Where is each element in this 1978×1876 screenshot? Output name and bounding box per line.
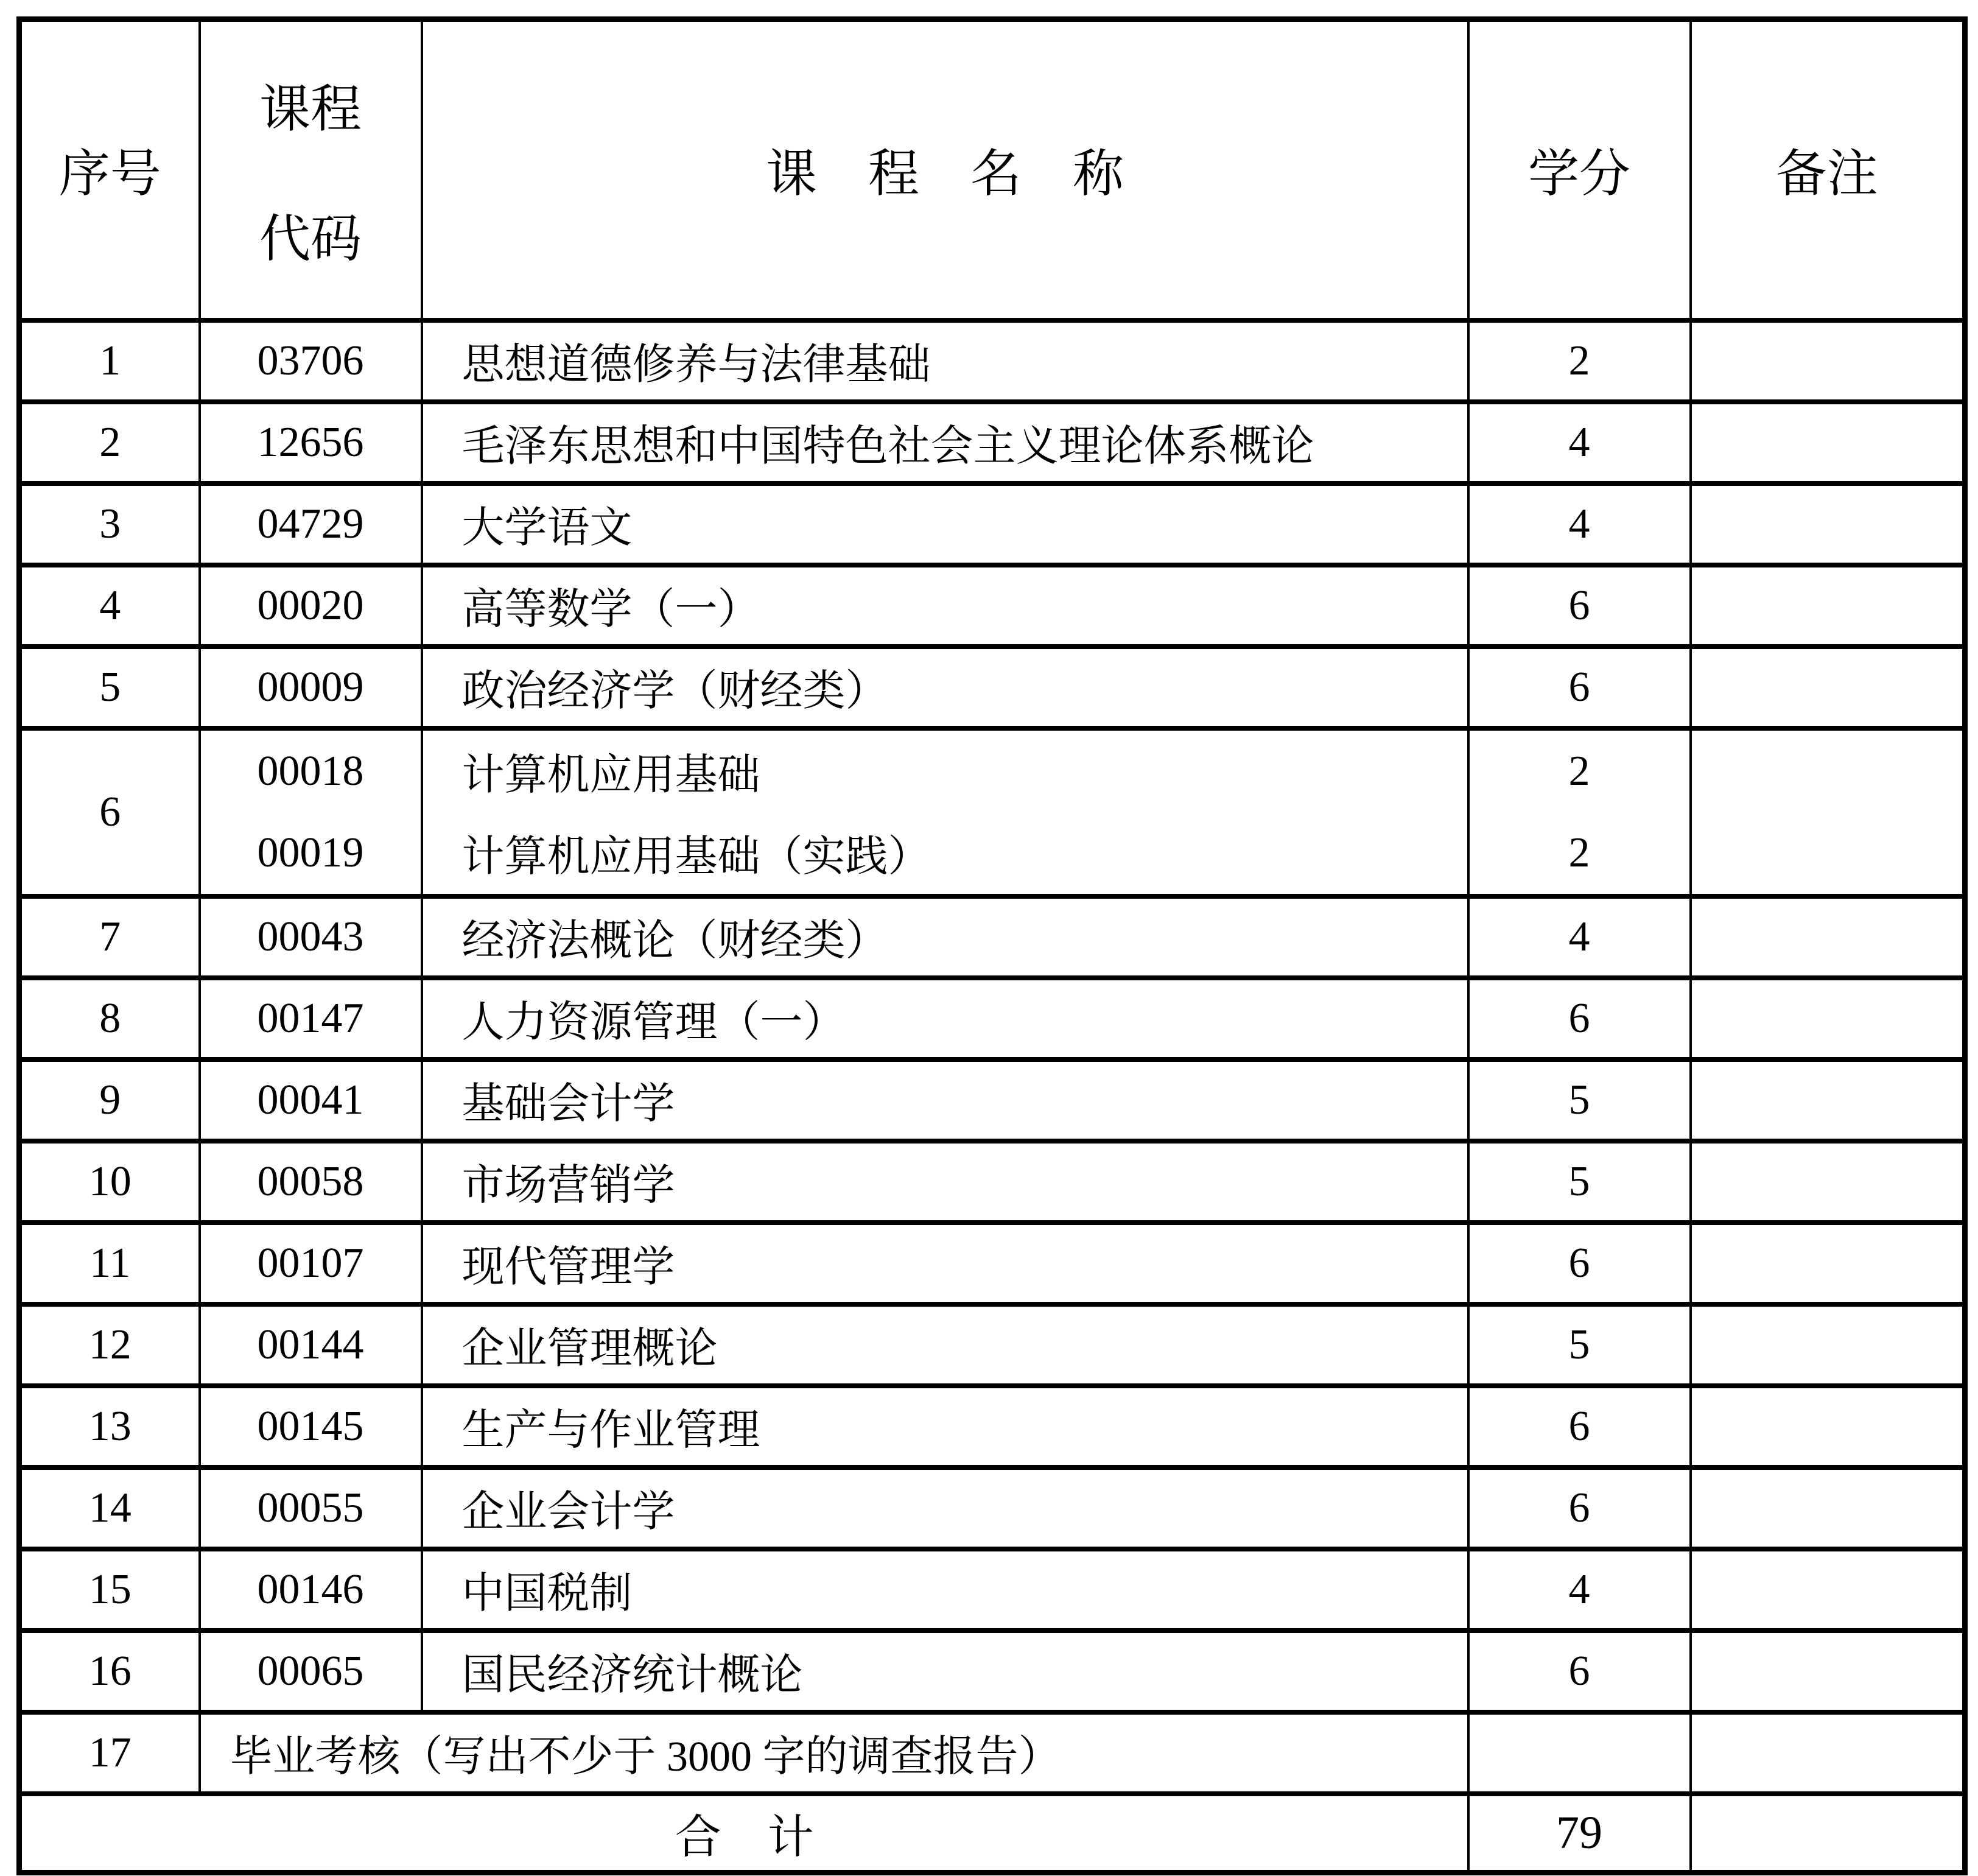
course-code-cell: 00043 <box>200 896 422 978</box>
serial-cell: 1 <box>19 320 200 402</box>
remark-cell <box>1691 1059 1965 1141</box>
course-name-cell: 国民经济统计概论 <box>422 1631 1468 1712</box>
course-row <box>19 1549 1965 1631</box>
total-remark-cell <box>1691 1794 1965 1873</box>
course-code-line: 00019 <box>257 829 364 876</box>
serial-cell: 11 <box>19 1223 200 1304</box>
credits-cell: 6 <box>1468 978 1691 1059</box>
course-name-cell: 经济法概论（财经类） <box>422 896 1468 978</box>
remark-cell <box>1691 1467 1965 1549</box>
serial-cell: 15 <box>19 1549 200 1631</box>
serial-cell: 16 <box>19 1631 200 1712</box>
total-row <box>19 1794 1965 1873</box>
course-row <box>19 1223 1965 1304</box>
course-row <box>19 402 1965 483</box>
course-name-cell: 企业会计学 <box>422 1467 1468 1549</box>
remark-cell <box>1691 320 1965 402</box>
course-name-cell: 大学语文 <box>422 483 1468 565</box>
course-name-cell <box>422 728 1468 896</box>
course-name-cell: 基础会计学 <box>422 1059 1468 1141</box>
course-code-cell: 03706 <box>200 320 422 402</box>
credits-cell: 4 <box>1468 402 1691 483</box>
merged-course-cell: 毕业考核（写出不少于 3000 字的调查报告） <box>200 1712 1468 1794</box>
credits-cell: 6 <box>1468 1467 1691 1549</box>
course-row <box>19 1304 1965 1386</box>
credits-cell: 6 <box>1468 1631 1691 1712</box>
credits-line: 2 <box>1568 747 1590 795</box>
course-row <box>19 728 1965 896</box>
credits-cell: 6 <box>1468 1223 1691 1304</box>
course-name-cell: 思想道德修养与法律基础 <box>422 320 1468 402</box>
header-serial: 序号 <box>19 19 200 320</box>
serial-cell: 12 <box>19 1304 200 1386</box>
credits-cell: 4 <box>1468 896 1691 978</box>
course-name-line: 计算机应用基础（实践） <box>461 834 931 880</box>
course-code-cell: 04729 <box>200 483 422 565</box>
course-code-cell <box>200 728 422 896</box>
credits-cell: 2 <box>1468 320 1691 402</box>
course-row <box>19 1059 1965 1141</box>
credits-line: 2 <box>1568 829 1590 876</box>
course-plan-table <box>16 16 1968 1875</box>
course-code-line: 00018 <box>257 747 364 795</box>
course-name-cell: 现代管理学 <box>422 1223 1468 1304</box>
course-code-cell: 00065 <box>200 1631 422 1712</box>
header-row <box>19 19 1965 320</box>
course-code-cell: 00041 <box>200 1059 422 1141</box>
course-code-cell: 00107 <box>200 1223 422 1304</box>
total-credits-cell: 79 <box>1468 1794 1691 1873</box>
credits-cell: 5 <box>1468 1304 1691 1386</box>
header-course-code-lines <box>201 68 421 272</box>
credits-cell: 4 <box>1468 1549 1691 1631</box>
course-row <box>19 1712 1965 1794</box>
course-row <box>19 896 1965 978</box>
course-code-cell: 00020 <box>200 565 422 647</box>
credits-cell: 5 <box>1468 1059 1691 1141</box>
course-name-cell: 中国税制 <box>422 1549 1468 1631</box>
serial-cell: 9 <box>19 1059 200 1141</box>
serial-cell: 14 <box>19 1467 200 1549</box>
course-code-cell: 00146 <box>200 1549 422 1631</box>
course-row <box>19 1631 1965 1712</box>
remark-cell <box>1691 647 1965 728</box>
course-row <box>19 647 1965 728</box>
remark-cell <box>1691 1304 1965 1386</box>
course-code-cell: 00145 <box>200 1386 422 1467</box>
course-code-cell: 00009 <box>200 647 422 728</box>
course-code-cell: 00147 <box>200 978 422 1059</box>
course-name-cell: 生产与作业管理 <box>422 1386 1468 1467</box>
course-row <box>19 978 1965 1059</box>
remark-cell <box>1691 565 1965 647</box>
course-row <box>19 565 1965 647</box>
serial-cell: 17 <box>19 1712 200 1794</box>
credits-cell <box>1468 1712 1691 1794</box>
course-row <box>19 1141 1965 1223</box>
header-course-code <box>200 19 422 320</box>
header-course-name: 课 程 名 称 <box>422 19 1468 320</box>
remark-cell <box>1691 896 1965 978</box>
course-name-cell: 市场营销学 <box>422 1141 1468 1223</box>
course-name-cell: 高等数学（一） <box>422 565 1468 647</box>
course-name-line: 计算机应用基础 <box>461 752 760 799</box>
remark-cell <box>1691 1549 1965 1631</box>
course-name-cell: 企业管理概论 <box>422 1304 1468 1386</box>
remark-cell <box>1691 483 1965 565</box>
serial-cell: 13 <box>19 1386 200 1467</box>
remark-cell <box>1691 1631 1965 1712</box>
remark-cell <box>1691 1141 1965 1223</box>
course-code-cell: 12656 <box>200 402 422 483</box>
serial-cell: 6 <box>19 728 200 896</box>
serial-cell: 2 <box>19 402 200 483</box>
header-credits: 学分 <box>1468 19 1691 320</box>
remark-cell <box>1691 1386 1965 1467</box>
total-label-cell: 合 计 <box>19 1794 1468 1873</box>
course-row <box>19 320 1965 402</box>
course-name-cell: 政治经济学（财经类） <box>422 647 1468 728</box>
remark-cell <box>1691 1712 1965 1794</box>
remark-cell <box>1691 728 1965 896</box>
course-row <box>19 483 1965 565</box>
course-code-cell: 00058 <box>200 1141 422 1223</box>
course-row <box>19 1386 1965 1467</box>
header-remarks: 备注 <box>1691 19 1965 320</box>
credits-cell: 6 <box>1468 565 1691 647</box>
course-code-cell: 00055 <box>200 1467 422 1549</box>
remark-cell <box>1691 402 1965 483</box>
serial-cell: 5 <box>19 647 200 728</box>
credits-cell: 6 <box>1468 647 1691 728</box>
course-name-cell: 毛泽东思想和中国特色社会主义理论体系概论 <box>422 402 1468 483</box>
credits-cell: 4 <box>1468 483 1691 565</box>
header-course-code-line2: 代码 <box>259 211 362 268</box>
credits-cell <box>1468 728 1691 896</box>
serial-cell: 4 <box>19 565 200 647</box>
course-name-cell: 人力资源管理（一） <box>422 978 1468 1059</box>
remark-cell <box>1691 978 1965 1059</box>
credits-cell: 5 <box>1468 1141 1691 1223</box>
serial-cell: 10 <box>19 1141 200 1223</box>
course-code-cell: 00144 <box>200 1304 422 1386</box>
serial-cell: 8 <box>19 978 200 1059</box>
course-row <box>19 1467 1965 1549</box>
credits-cell: 6 <box>1468 1386 1691 1467</box>
serial-cell: 3 <box>19 483 200 565</box>
serial-cell: 7 <box>19 896 200 978</box>
header-course-code-line1: 课程 <box>259 81 362 138</box>
remark-cell <box>1691 1223 1965 1304</box>
